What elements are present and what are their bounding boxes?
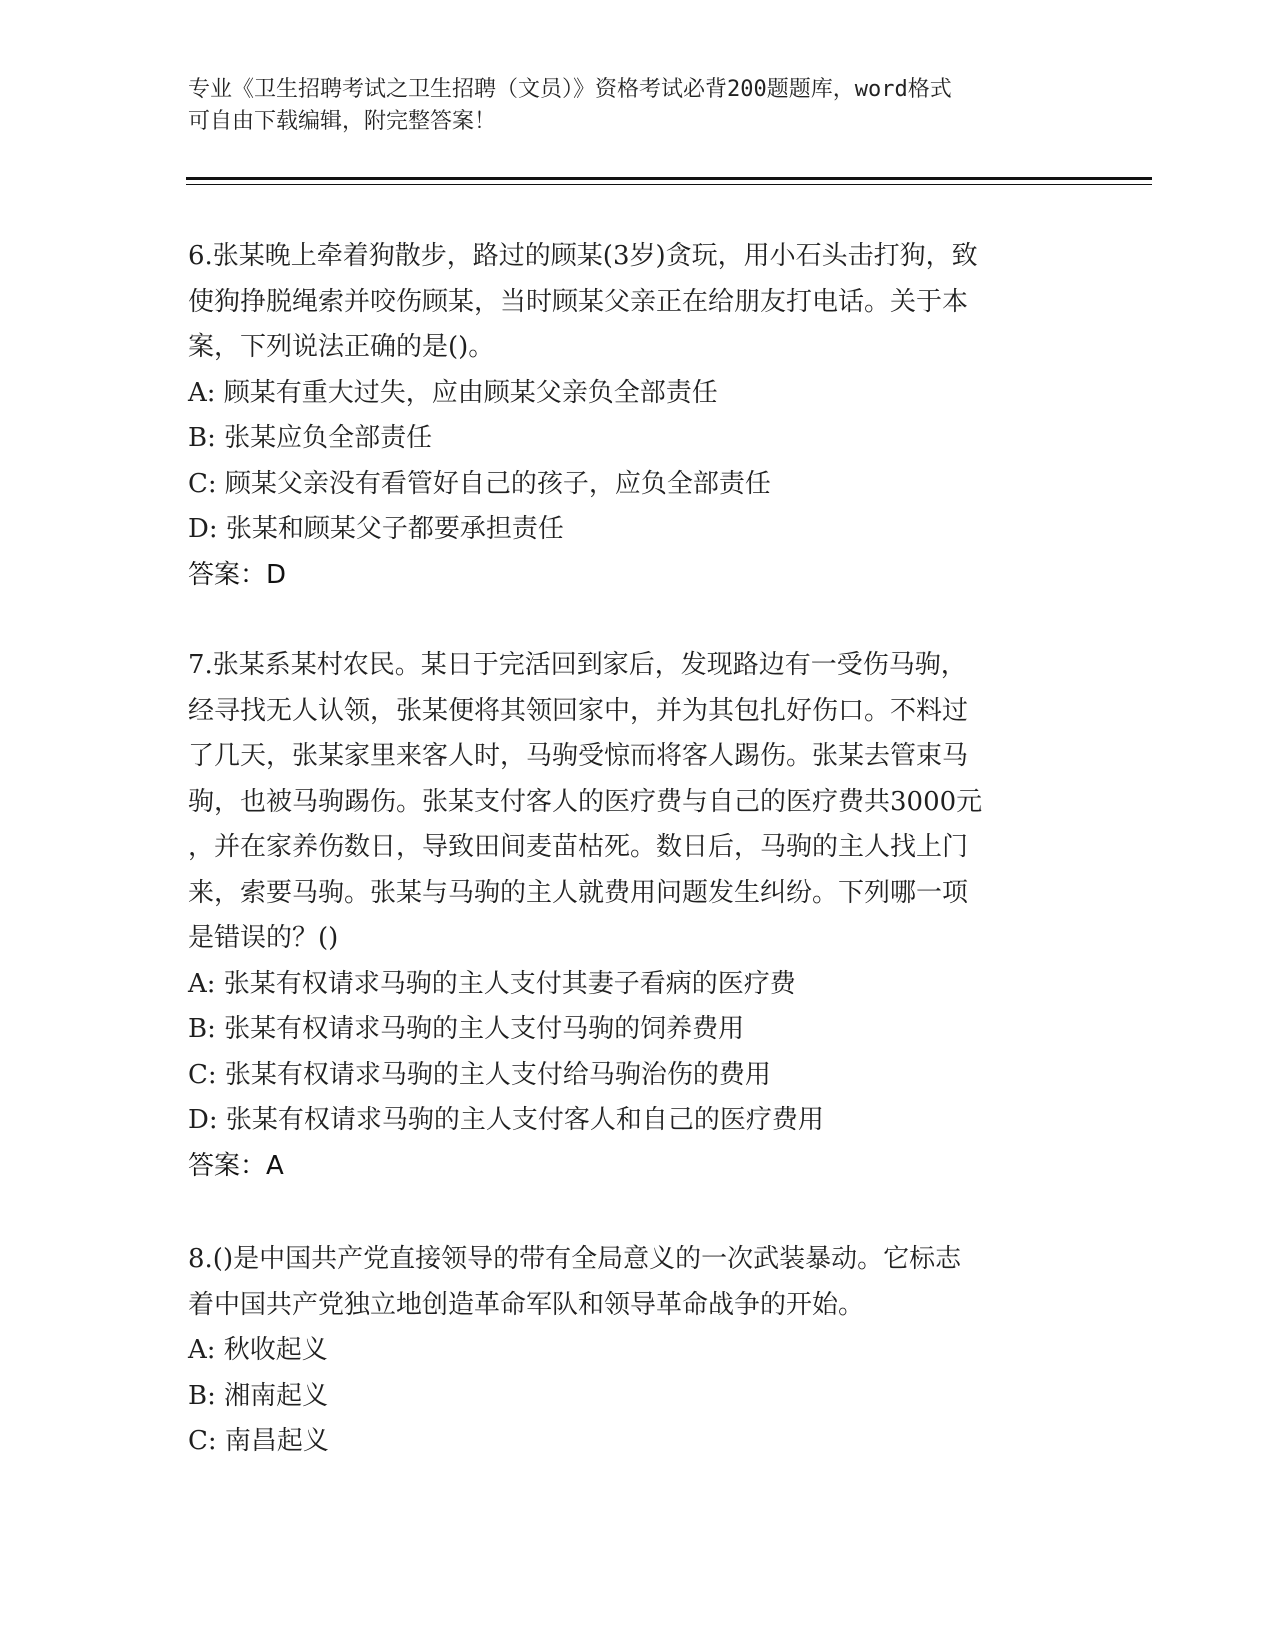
question-text-line: 经寻找无人认领，张某便将其领回家中，并为其包扎好伤口。不料过 bbox=[188, 695, 969, 726]
question-text-line: 6.张某晚上牵着狗散步，路过的顾某(3岁)贪玩，用小石头击打狗，致 bbox=[188, 241, 978, 271]
question-text-line: 使狗挣脱绳索并咬伤顾某，当时顾某父亲正在给朋友打电话。关于本 bbox=[188, 286, 969, 317]
question-8 bbox=[188, 1237, 1088, 1465]
option-a: A: 张某有权请求马驹的主人支付其妻子看病的医疗费 bbox=[188, 968, 796, 999]
question-text-line: 驹，也被马驹踢伤。张某支付客人的医疗费与自己的医疗费共3000元 bbox=[188, 786, 983, 817]
question-6 bbox=[188, 234, 1088, 598]
question-text-line: 着中国共产党独立地创造革命军队和领导革命战争的开始。 bbox=[188, 1289, 865, 1320]
option-d: D: 张某和顾某父子都要承担责任 bbox=[188, 514, 564, 544]
answer: 答案：D bbox=[188, 559, 287, 590]
question-text-line: 8.()是中国共产党直接领导的带有全局意义的一次武装暴动。它标志 bbox=[188, 1244, 962, 1274]
option-a: A: 顾某有重大过失，应由顾某父亲负全部责任 bbox=[188, 377, 718, 408]
option-b: B: 张某应负全部责任 bbox=[188, 423, 433, 453]
option-b: B: 张某有权请求马驹的主人支付马驹的饲养费用 bbox=[188, 1014, 745, 1044]
question-text-line: 了几天，张某家里来客人时，马驹受惊而将客人踢伤。张某去管束马 bbox=[188, 741, 969, 771]
header-line-1: 专业《卫生招聘考试之卫生招聘（文员）》资格考试必背200题题库，word格式 bbox=[188, 77, 952, 102]
question-text-line: ，并在家养伤数日，导致田间麦苗枯死。数日后，马驹的主人找上门 bbox=[188, 832, 969, 862]
question-text-line: 7.张某系某村农民。某日于完活回到家后，发现路边有一受伤马驹， bbox=[188, 650, 967, 680]
question-text-line: 来，索要马驹。张某与马驹的主人就费用问题发生纠纷。下列哪一项 bbox=[188, 877, 969, 908]
question-text-line: 案，下列说法正确的是()。 bbox=[188, 332, 495, 362]
option-c: C: 顾某父亲没有看管好自己的孩子，应负全部责任 bbox=[188, 468, 771, 499]
question-7 bbox=[188, 643, 1088, 1189]
answer: 答案：A bbox=[188, 1150, 284, 1181]
option-d: D: 张某有权请求马驹的主人支付客人和自己的医疗费用 bbox=[188, 1105, 824, 1135]
option-c: C: 南昌起义 bbox=[188, 1426, 329, 1456]
option-c: C: 张某有权请求马驹的主人支付给马驹治伤的费用 bbox=[188, 1059, 771, 1090]
header-line-2: 可自由下载编辑，附完整答案！ bbox=[188, 109, 497, 134]
document-header bbox=[188, 74, 1088, 138]
header-divider-thin bbox=[186, 184, 1152, 185]
question-text-line: 是错误的？() bbox=[188, 923, 339, 953]
option-b: B: 湘南起义 bbox=[188, 1380, 329, 1411]
header-divider-thick bbox=[186, 177, 1152, 180]
option-a: A: 秋收起义 bbox=[188, 1335, 328, 1365]
